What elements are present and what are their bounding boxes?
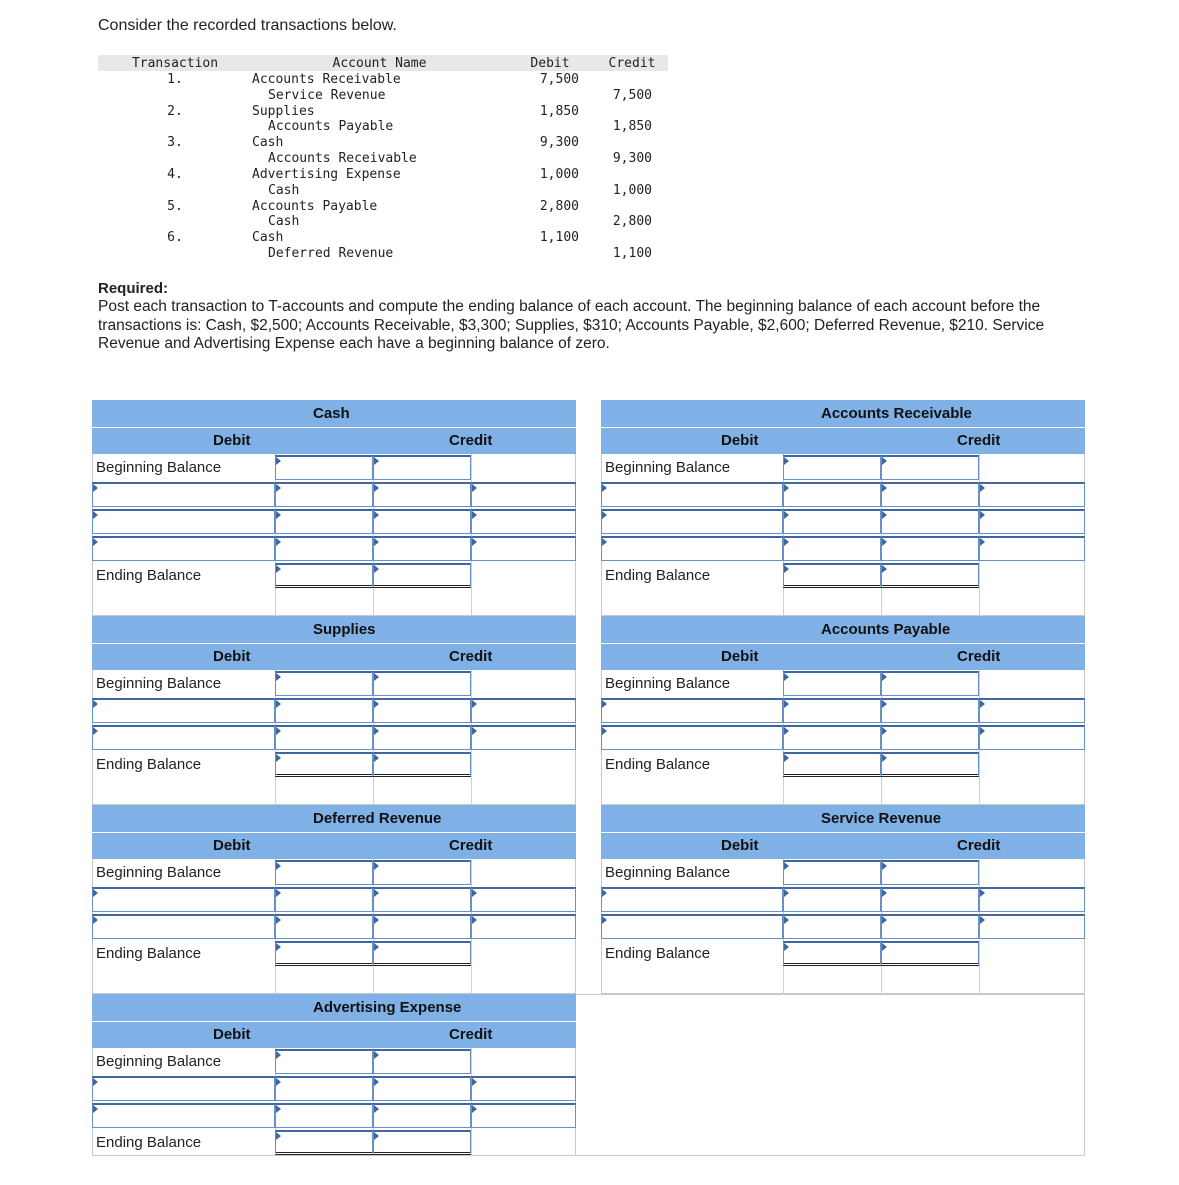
transaction-credit-input[interactable]: [373, 509, 471, 534]
journal-header-debit: Debit: [530, 56, 570, 71]
taccount-column-header: [92, 1021, 576, 1048]
beginning-credit-input[interactable]: [373, 1049, 471, 1074]
ending-balance-label: Ending Balance: [96, 567, 202, 584]
journal-row-account: Accounts Receivable: [268, 151, 417, 167]
transaction-label-input[interactable]: [979, 698, 1085, 723]
transaction-label-input[interactable]: [471, 482, 576, 507]
credit-header: Credit: [449, 1026, 493, 1043]
taccount-column-header: [92, 643, 576, 670]
taccount-title: Cash: [92, 400, 576, 427]
journal-row-account: Cash: [268, 182, 300, 198]
transaction-credit-input[interactable]: [881, 482, 979, 507]
transaction-debit-input[interactable]: [275, 482, 373, 507]
required-text: Post each transaction to T-accounts and compute the ending balance of each account. The beginning balance of each account before the transactions is: Cash, $2,500; Accounts Receivable, $3,300; Supplies, $310; Accounts Payable, $2,600; Deferred Revenue, $210. Service Revenue and Advertising Expense each have a beginning balance of zero.: [98, 298, 1045, 352]
journal-row-number: 6.: [167, 230, 183, 246]
transaction-label-input[interactable]: [471, 1103, 576, 1128]
transaction-credit-input[interactable]: [881, 509, 979, 534]
transaction-label-input[interactable]: [92, 509, 275, 534]
header-separator: [601, 832, 1085, 833]
journal-row-credit: 1,100: [612, 246, 652, 262]
transaction-debit-input[interactable]: [275, 725, 373, 750]
journal-header-transaction: Transaction: [131, 56, 219, 71]
credit-header: Credit: [957, 837, 1001, 854]
journal-row-credit: 7,500: [612, 87, 652, 103]
header-separator: [601, 427, 1085, 428]
journal-row-credit: 2,800: [612, 214, 652, 230]
transaction-debit-input[interactable]: [783, 509, 881, 534]
ending-debit-input[interactable]: [783, 752, 881, 777]
transaction-credit-input[interactable]: [373, 1103, 471, 1128]
beginning-debit-input[interactable]: [275, 671, 373, 696]
transaction-label-input[interactable]: [92, 1076, 275, 1101]
grid-line: [471, 1048, 472, 1156]
journal-row-account: Accounts Payable: [252, 198, 378, 214]
transaction-debit-input[interactable]: [275, 887, 373, 912]
journal-row-debit: 2,800: [539, 198, 579, 214]
transaction-label-input[interactable]: [92, 482, 275, 507]
transaction-credit-input[interactable]: [373, 725, 471, 750]
transaction-label-input[interactable]: [979, 887, 1085, 912]
ending-balance-label: Ending Balance: [605, 756, 711, 773]
header-separator: [92, 427, 576, 428]
credit-header: Credit: [449, 837, 493, 854]
taccount-column-header: [92, 427, 576, 454]
beginning-debit-input[interactable]: [783, 455, 881, 480]
transaction-debit-input[interactable]: [783, 914, 881, 939]
ending-balance-label: Ending Balance: [96, 1134, 202, 1151]
transaction-debit-input[interactable]: [783, 482, 881, 507]
taccount-column-header: [601, 643, 1085, 670]
transaction-debit-input[interactable]: [783, 725, 881, 750]
journal-row-account: Advertising Expense: [252, 166, 401, 182]
transaction-label-input[interactable]: [92, 698, 275, 723]
transaction-debit-input[interactable]: [275, 509, 373, 534]
header-separator: [601, 643, 1085, 644]
transaction-label-input[interactable]: [979, 725, 1085, 750]
taccount-column-header: [601, 427, 1085, 454]
transaction-label-input[interactable]: [979, 536, 1085, 561]
beginning-debit-input[interactable]: [275, 1049, 373, 1074]
journal-row-debit: 9,300: [539, 135, 579, 151]
transaction-credit-input[interactable]: [373, 698, 471, 723]
grid-line: [471, 454, 472, 616]
beginning-balance-label: Beginning Balance: [96, 459, 222, 476]
ending-balance-label: Ending Balance: [605, 567, 711, 584]
beginning-balance-label: Beginning Balance: [605, 459, 731, 476]
transaction-credit-input[interactable]: [881, 698, 979, 723]
transaction-debit-input[interactable]: [275, 536, 373, 561]
journal-row-account: Cash: [252, 230, 284, 246]
ending-credit-input[interactable]: [373, 941, 471, 966]
journal-row-debit: 7,500: [539, 71, 579, 87]
taccount-title: Accounts Receivable: [601, 400, 1085, 427]
header-separator: [92, 832, 576, 833]
taccount-title: Deferred Revenue: [92, 805, 576, 832]
transaction-label-input[interactable]: [92, 1103, 275, 1128]
journal-row-debit: 1,850: [539, 103, 579, 119]
beginning-credit-input[interactable]: [881, 455, 979, 480]
transaction-debit-input[interactable]: [783, 698, 881, 723]
ending-debit-input[interactable]: [783, 563, 881, 588]
taccount-title: Advertising Expense: [92, 994, 576, 1021]
journal-header-account: Account Name: [332, 56, 427, 71]
debit-header: Debit: [213, 837, 251, 854]
transaction-debit-input[interactable]: [275, 1076, 373, 1101]
transaction-credit-input[interactable]: [373, 482, 471, 507]
ending-credit-input[interactable]: [373, 1130, 471, 1155]
ending-credit-input[interactable]: [881, 941, 979, 966]
credit-header: Credit: [957, 648, 1001, 665]
transaction-credit-input[interactable]: [881, 725, 979, 750]
beginning-balance-label: Beginning Balance: [96, 1053, 222, 1070]
taccount-column-header: [92, 832, 576, 859]
beginning-credit-input[interactable]: [373, 860, 471, 885]
journal-row-account: Cash: [252, 135, 284, 151]
debit-header: Debit: [721, 648, 759, 665]
header-separator: [92, 643, 576, 644]
transaction-credit-input[interactable]: [373, 536, 471, 561]
beginning-debit-input[interactable]: [783, 860, 881, 885]
beginning-balance-label: Beginning Balance: [605, 864, 731, 881]
transaction-debit-input[interactable]: [275, 698, 373, 723]
transaction-debit-input[interactable]: [783, 887, 881, 912]
transaction-label-input[interactable]: [601, 698, 783, 723]
debit-header: Debit: [213, 648, 251, 665]
ending-debit-input[interactable]: [275, 1130, 373, 1155]
debit-header: Debit: [213, 432, 251, 449]
journal-row-number: 3.: [167, 135, 183, 151]
journal-row-account: Accounts Receivable: [252, 71, 401, 87]
transaction-label-input[interactable]: [92, 536, 275, 561]
beginning-credit-input[interactable]: [881, 860, 979, 885]
grid-line: [979, 454, 980, 616]
journal-row-number: 5.: [167, 198, 183, 214]
transaction-credit-input[interactable]: [881, 536, 979, 561]
journal-row-debit: 1,000: [539, 166, 579, 182]
transaction-label-input[interactable]: [979, 914, 1085, 939]
transaction-label-input[interactable]: [601, 536, 783, 561]
transaction-label-input[interactable]: [471, 698, 576, 723]
journal-row-number: 1.: [167, 71, 183, 87]
journal-row-account: Cash: [268, 214, 300, 230]
journal-row-number: 2.: [167, 103, 183, 119]
transaction-credit-input[interactable]: [373, 914, 471, 939]
beginning-debit-input[interactable]: [783, 671, 881, 696]
taccount-title: Supplies: [92, 616, 576, 643]
transaction-label-input[interactable]: [92, 725, 275, 750]
journal-row-credit: 9,300: [612, 151, 652, 167]
journal-row-account: Accounts Payable: [268, 119, 394, 135]
credit-header: Credit: [449, 432, 493, 449]
ending-credit-input[interactable]: [881, 752, 979, 777]
credit-header: Credit: [449, 648, 493, 665]
transaction-label-input[interactable]: [92, 914, 275, 939]
beginning-credit-input[interactable]: [881, 671, 979, 696]
required-heading: Required:: [98, 280, 169, 297]
journal-row-account: Service Revenue: [268, 87, 386, 103]
journal-row-number: 4.: [167, 166, 183, 182]
journal-row-account: Deferred Revenue: [268, 246, 394, 262]
transaction-debit-input[interactable]: [783, 536, 881, 561]
transaction-label-input[interactable]: [471, 887, 576, 912]
journal-row-debit: 1,100: [539, 230, 579, 246]
transaction-debit-input[interactable]: [275, 1103, 373, 1128]
taccount-title: Service Revenue: [601, 805, 1085, 832]
transaction-credit-input[interactable]: [881, 914, 979, 939]
header-separator: [92, 1021, 576, 1022]
transaction-label-input[interactable]: [92, 887, 275, 912]
ending-debit-input[interactable]: [275, 752, 373, 777]
beginning-balance-label: Beginning Balance: [96, 675, 222, 692]
transaction-label-input[interactable]: [471, 725, 576, 750]
ending-debit-input[interactable]: [275, 563, 373, 588]
transaction-debit-input[interactable]: [275, 914, 373, 939]
journal-row-credit: 1,000: [612, 182, 652, 198]
journal-header-credit: Credit: [608, 56, 656, 71]
debit-header: Debit: [721, 837, 759, 854]
beginning-balance-label: Beginning Balance: [96, 864, 222, 881]
transaction-label-input[interactable]: [601, 509, 783, 534]
transaction-credit-input[interactable]: [881, 887, 979, 912]
transaction-label-input[interactable]: [979, 482, 1085, 507]
ending-balance-label: Ending Balance: [96, 945, 202, 962]
beginning-debit-input[interactable]: [275, 860, 373, 885]
credit-header: Credit: [957, 432, 1001, 449]
transaction-label-input[interactable]: [471, 914, 576, 939]
transaction-label-input[interactable]: [471, 509, 576, 534]
transaction-label-input[interactable]: [601, 482, 783, 507]
transaction-label-input[interactable]: [601, 914, 783, 939]
ending-credit-input[interactable]: [373, 563, 471, 588]
ending-balance-label: Ending Balance: [605, 945, 711, 962]
empty-region: [576, 994, 1085, 1156]
debit-header: Debit: [213, 1026, 251, 1043]
transaction-label-input[interactable]: [471, 1076, 576, 1101]
journal-row-account: Supplies: [252, 103, 315, 119]
beginning-credit-input[interactable]: [373, 671, 471, 696]
ending-debit-input[interactable]: [783, 941, 881, 966]
taccount-title: Accounts Payable: [601, 616, 1085, 643]
beginning-debit-input[interactable]: [275, 455, 373, 480]
ending-credit-input[interactable]: [881, 563, 979, 588]
ending-debit-input[interactable]: [275, 941, 373, 966]
taccount-column-header: [601, 832, 1085, 859]
ending-balance-label: Ending Balance: [96, 756, 202, 773]
transaction-label-input[interactable]: [601, 887, 783, 912]
transaction-label-input[interactable]: [471, 536, 576, 561]
beginning-credit-input[interactable]: [373, 455, 471, 480]
transaction-label-input[interactable]: [979, 509, 1085, 534]
intro-text: Consider the recorded transactions below.: [98, 17, 397, 34]
beginning-balance-label: Beginning Balance: [605, 675, 731, 692]
debit-header: Debit: [721, 432, 759, 449]
journal-row-credit: 1,850: [612, 119, 652, 135]
transaction-label-input[interactable]: [601, 725, 783, 750]
transaction-credit-input[interactable]: [373, 887, 471, 912]
ending-credit-input[interactable]: [373, 752, 471, 777]
transaction-credit-input[interactable]: [373, 1076, 471, 1101]
